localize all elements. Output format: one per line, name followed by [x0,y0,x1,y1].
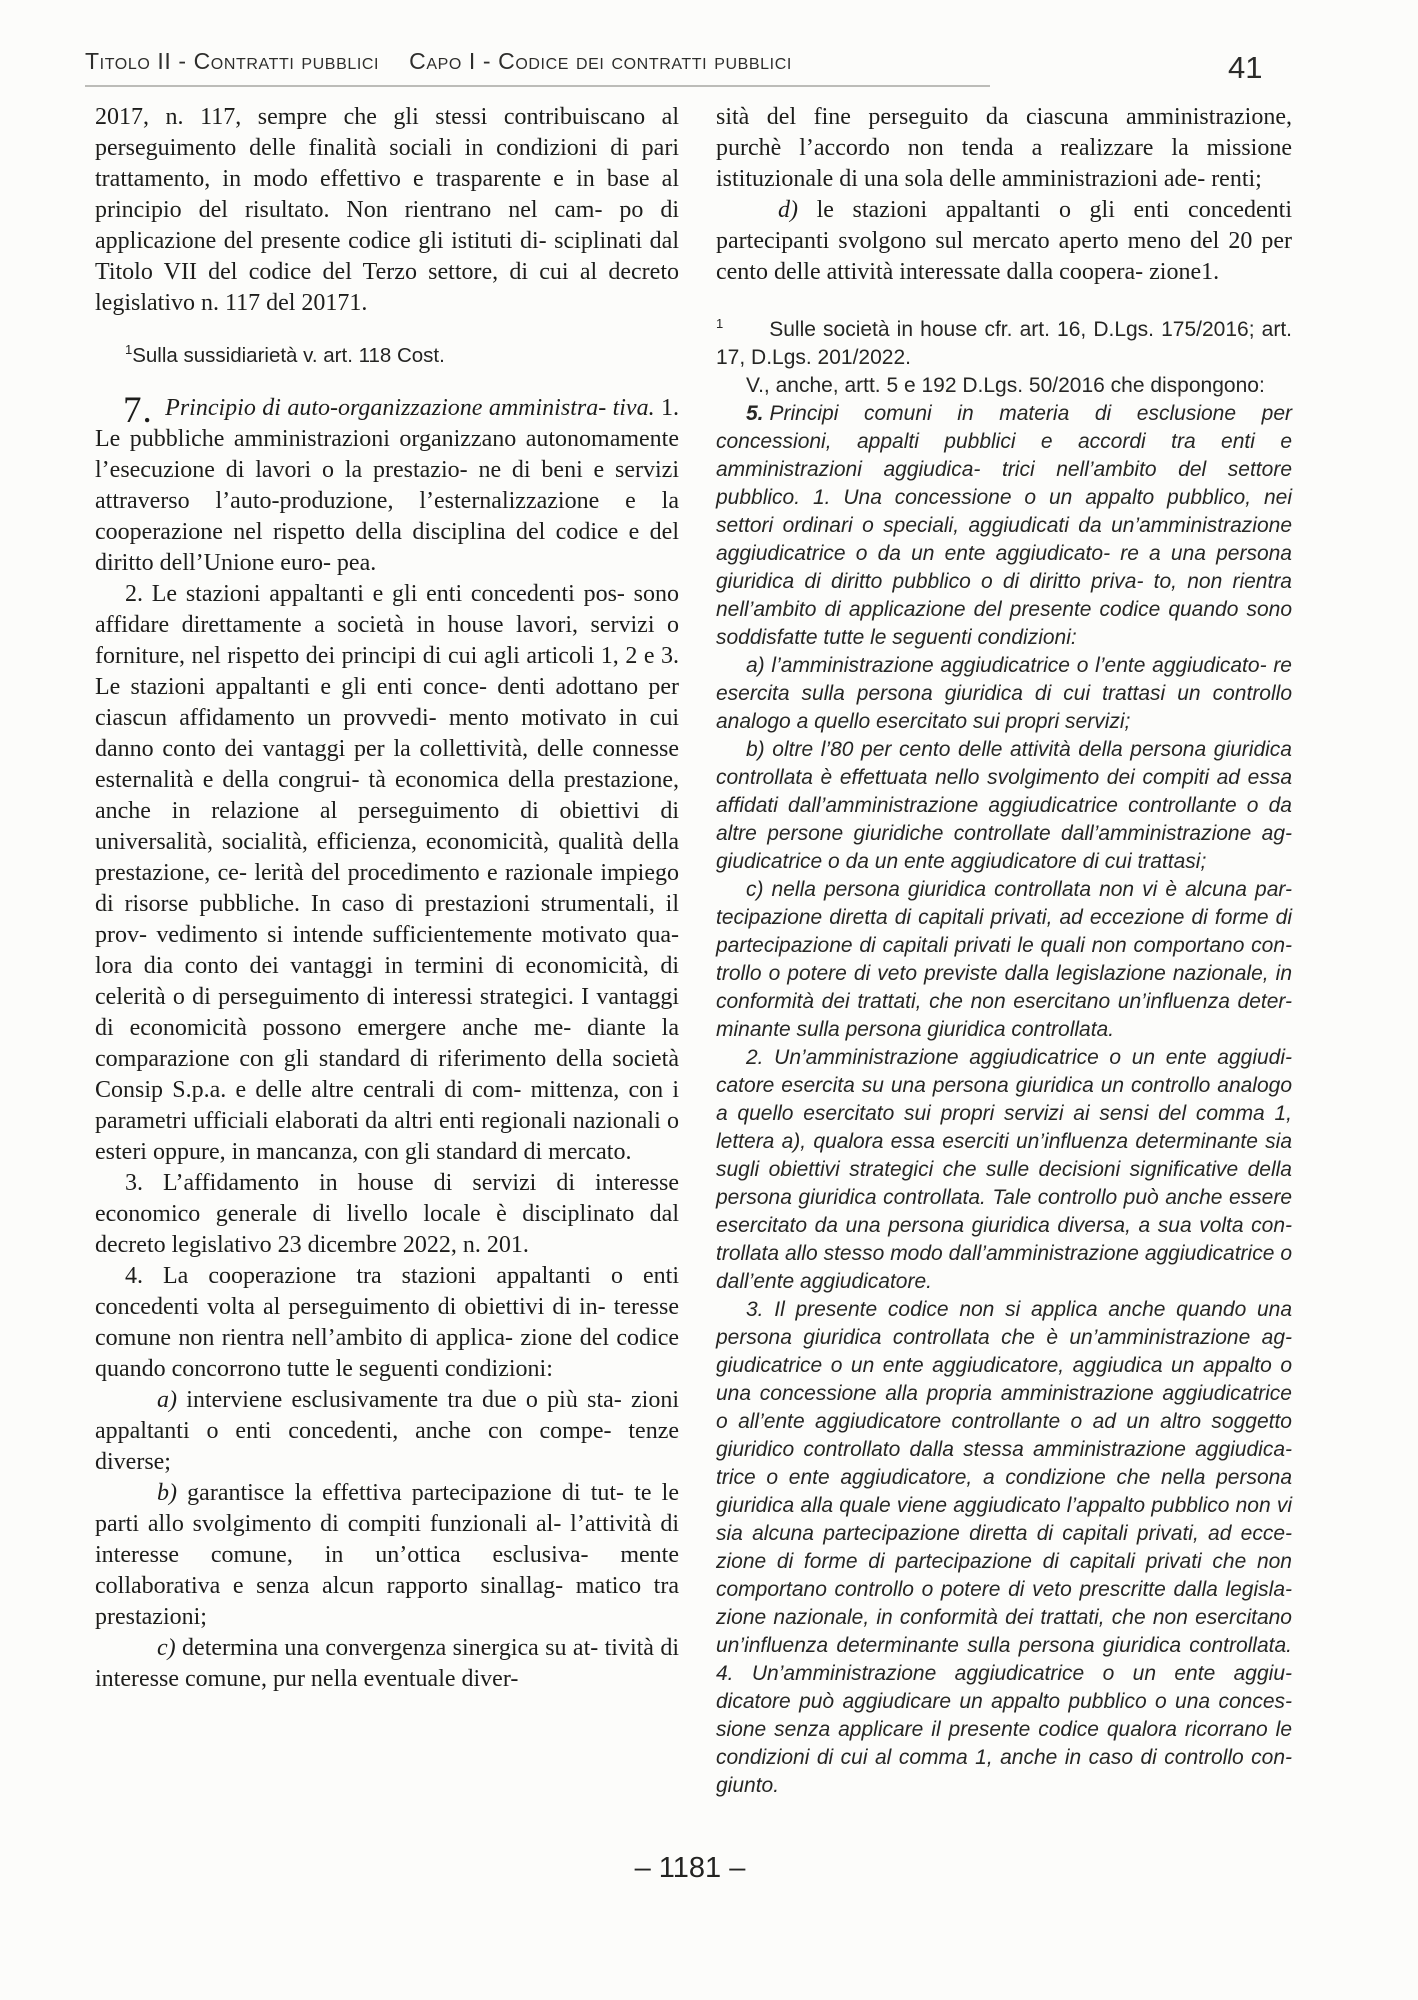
footnote-comma-2: 2. Un’amministrazione aggiudicatrice o un ente aggiudi- catore esercita su una persona giuridica un controllo analogo a quello esercitato sui propri servizi ai sensi del comma 1, lettera a), qualora essa eserciti un’influenza determinante sia sugli obiettivi strategici che sulle decisioni significative della persona giuridica controllata. Tale controllo può anche essere esercitato da una persona giuridica diversa, a sua volta con- trollata allo stesso modo dall’amministrazione aggiudicatrice o dall’ente aggiudicatore. [716,1046,1292,1293]
footnote-marker: 1 [125,342,133,357]
list-item-a [95,1385,679,1478]
page-number: 41 [1228,50,1263,85]
article-title: Principio di auto-organizzazione amministra- tiva. [165,394,655,421]
paragraph-comma-2: 2. Le stazioni appaltanti e gli enti concedenti pos- sono affidare direttamente a società in house lavori, servizi o forniture, nel rispetto dei principi di cui agli articoli 1, 2 e 3. Le stazioni appaltanti e gli enti conce- denti adottano per ciascun affidamento un provvedi- mento motivato in cui danno conto dei vantaggi per la collettività, delle connesse esternalità e della congrui- tà economica della prestazione, anche in relazione al perseguimento di obiettivi di universalità, socialità, efficienza, economicità, qualità della prestazione, ce- lerità del procedimento e razionale impiego di risorse pubbliche. In caso di prestazioni strumentali, il prov- vedimento si intende sufficientemente motivato qua- lora dia conto dei vantaggi in termini di economicità, di celerità o di perseguimento di interessi strategici. I vantaggi di economicità possono emergere anche me- diante la comparazione con gli standard di riferimento della società Consip S.p.a. e delle altre centrali di com- mittenza, con i parametri ufficiali elaborati da altri enti regionali nazionali o esteri oppure, in mancanza, con gli standard di mercato. [95,580,679,1165]
list-item-b [95,1478,679,1633]
list-marker-c: c) [157,1634,176,1661]
list-text-c: determina una convergenza sinergica su at- tività di interesse comune, pur nella eventuale diver- [95,1634,680,1692]
footnote-reference-text: Sulla sussidiarietà v. art. 118 Cost. [132,343,445,367]
footnote-letter-c: c) nella persona giuridica controllata non vi è alcuna par- tecipazione diretta di capitali privati, ad eccezione di forme di partecipazione di capitali privati le quali non comportano con- trollo o potere di veto previste dalla legislazione nazionale, in conformità dei trattati, che non esercitano un’influenza deter- minante sulla persona giuridica controllata. [716,878,1292,1041]
footnote-art5-marker: 5. [746,402,764,425]
footnote-comma-3: 3. Il presente codice non si applica anche quando una persona giuridica controllata che è un’amministrazione ag- giudicatrice o un ente aggiudicatore, aggiudica un appalto o una concessione alla propria amministrazione aggiudicatrice o all’ente aggiudicatore controllante o ad un altro soggetto giuridico controllato dalla stessa amministrazione aggiudica- trice o ente aggiudicatore, a condizione che nella persona giuridica alla quale viene aggiudicato l’appalto pubblico non vi sia alcuna partecipazione diretta di capitali privati, ad ecce- zione di forme di partecipazione di capitali privati che non comportano controllo o potere di veto prescritte dalla legisla- zione nazionale, in conformità dei trattati, che non esercitano un’influenza determinante sulla persona giuridica controllata. 4. Un’amministrazione aggiudicatrice o un ente aggiu- dicatore può aggiudicare un appalto pubblico o una conces- sione senza applicare il presente codice qualora ricorrano le condizioni di cui al comma 1, anche in caso di controllo con- giunto. [716,1298,1292,1797]
article-lead-text: 1. Le pubbliche amministrazioni organizzano autonomamente l’esecuzione di lavori o la prestazio- ne di beni e servizi attraverso l’auto-produzione, l’esternalizzazione e la cooperazione nel rispetto della disciplina del codice e del diritto dell’Unione euro- pea. [95,394,680,576]
footnote-art5 [716,400,1292,652]
paragraph-comma-4: 4. La cooperazione tra stazioni appaltanti o enti concedenti volta al perseguimento di obiettivi di in- teresse comune non rientra nell’ambito di applica- zione del codice quando concorrono tutte le seguenti condizioni: [95,1262,679,1382]
footnote-1 [716,310,1292,372]
paragraph-continuation-right: sità del fine perseguito da ciascuna amministrazione, purchè l’accordo non tenda a realizzare la missione istituzionale di una sola delle amministrazioni ade- renti; [716,104,1292,192]
article-heading [95,389,680,579]
footnote-art5-text: Principi comuni in materia di esclusione per concessioni, appalti pubblici e accordi tra enti e amministrazioni aggiudica- trici nell’ambito del settore pubblico. 1. Una concessione o un appalto pubblico, nei settori ordinari o speciali, aggiudicati da un’amministrazione aggiudicatrice o da un ente aggiudicato- re a una persona giuridica di diritto pubblico o di diritto priva- to, non rientra nell’ambito di applicazione del presente codice quando sono soddisfatte tutte le seguenti condizioni: [716,402,1292,649]
footnote-see-also: V., anche, artt. 5 e 192 D.Lgs. 50/2016 che dispongono: [746,374,1265,397]
page-header [85,48,990,87]
list-text-b: garantisce la effettiva partecipazione di tut- te le parti allo svolgimento di compiti funzionali al- l’attività di interesse comune, in un’ottica esclusiva- mente collaborativa e senza alcun rapporto sinallag- matico tra prestazioni; [95,1479,680,1630]
footnote-1-marker: 1 [716,316,724,331]
footnote-letter-b: b) oltre l’80 per cento delle attività della persona giuridica controllata è effettuata nello svolgimento dei compiti ad essa affidati dall’amministrazione aggiudicatrice controllante o da altre persone giuridiche controllate dall’amministrazione ag- giudicatrice o da un ente aggiudicatore di cui trattasi; [716,738,1292,873]
list-text-a: interviene esclusivamente tra due o più sta- zioni appaltanti o enti concedenti, anche con compe- tenze diverse; [95,1386,680,1475]
column-left [95,102,679,1695]
list-item-c [95,1633,679,1695]
paragraph-continuation: 2017, n. 117, sempre che gli stessi contribuiscano al perseguimento delle finalità sociali in condizioni di pari trattamento, in modo effettivo e trasparente e in base al principio del risultato. Non rientrano nel cam- po di applicazione del presente codice gli istituti di- sciplinati dal Titolo VII del codice del Terzo settore, di cui al decreto legislativo n. 117 del 20171. [95,104,679,316]
footnote-block [716,310,1292,1800]
footnote-1-text: Sulle società in house cfr. art. 16, D.Lgs. 175/2016; art. 17, D.Lgs. 201/2022. [716,318,1292,369]
page-folio: – 1181 – [634,1852,746,1884]
list-marker-a: a) [157,1386,177,1413]
footnote-reference [95,337,679,369]
header-title-left: Titolo II - Contratti pubblici [85,48,380,74]
paragraph-comma-3: 3. L’affidamento in house di servizi di interesse economico generale di livello locale è disciplinato dal decreto legislativo 23 dicembre 2022, n. 201. [95,1169,679,1258]
footnote-letter-a: a) l’amministrazione aggiudicatrice o l’ente aggiudicato- re esercita sulla persona giuridica di cui trattasi un controllo analogo a quello esercitato sui propri servizi; [716,654,1292,733]
list-marker-d: d) [778,197,798,223]
list-item-d [716,195,1292,288]
article-number: 7. [123,389,153,431]
column-right [716,102,1292,1800]
list-text-d: le stazioni appaltanti o gli enti concedenti partecipanti svolgono sul mercato aperto meno del 20 per cento delle attività interessate dalla coopera- zione1. [716,197,1292,285]
header-title-right: Capo I - Codice dei contratti pubblici [409,48,792,74]
list-marker-b: b) [157,1479,177,1506]
